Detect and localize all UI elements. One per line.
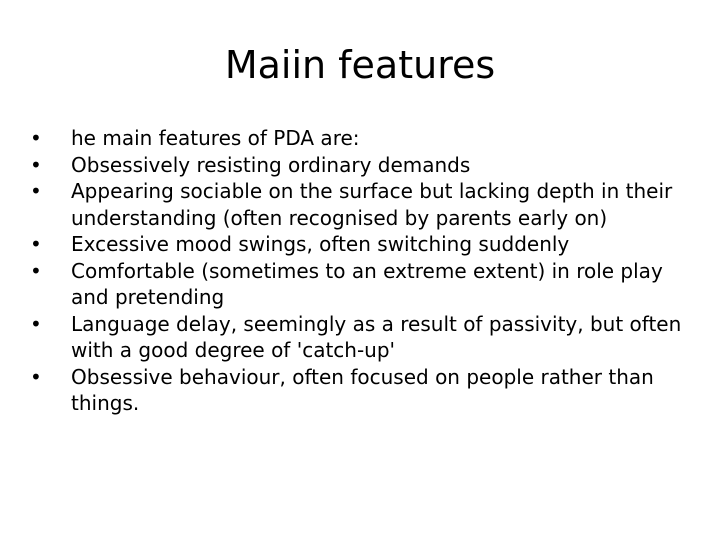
bullet-marker-icon: •	[30, 126, 42, 150]
slide-title: Maiin features	[224, 43, 496, 87]
bullet-item	[30, 311, 690, 364]
bullet-item	[30, 364, 690, 417]
bullet-item	[30, 152, 690, 179]
bullet-marker-icon: •	[30, 311, 42, 336]
bullet-text: Excessive mood swings, often switching suddenly	[71, 232, 570, 256]
bullet-text: Obsessive behaviour, often focused on people rather than things.	[71, 364, 654, 415]
bullet-item	[30, 231, 690, 258]
bullet-item	[30, 258, 690, 311]
bullet-text: he main features of PDA are:	[71, 126, 360, 150]
bullet-item	[30, 125, 690, 152]
bullet-text: Obsessively resisting ordinary demands	[71, 152, 471, 177]
bullet-text: Comfortable (sometimes to an extreme extent) in role play and pretending	[71, 258, 663, 309]
bullet-marker-icon: •	[30, 152, 42, 177]
bullet-list	[30, 125, 690, 417]
bullet-item	[30, 178, 690, 231]
bullet-text: Language delay, seemingly as a result of passivity, but often with a good degree of 'catch-up'	[71, 311, 682, 362]
bullet-marker-icon: •	[30, 179, 42, 203]
bullet-marker-icon: •	[30, 364, 42, 389]
bullet-text: Appearing sociable on the surface but lacking depth in their understanding (often recognised by parents early on)	[71, 179, 673, 230]
bullet-marker-icon: •	[30, 232, 42, 256]
bullet-marker-icon: •	[30, 258, 42, 283]
